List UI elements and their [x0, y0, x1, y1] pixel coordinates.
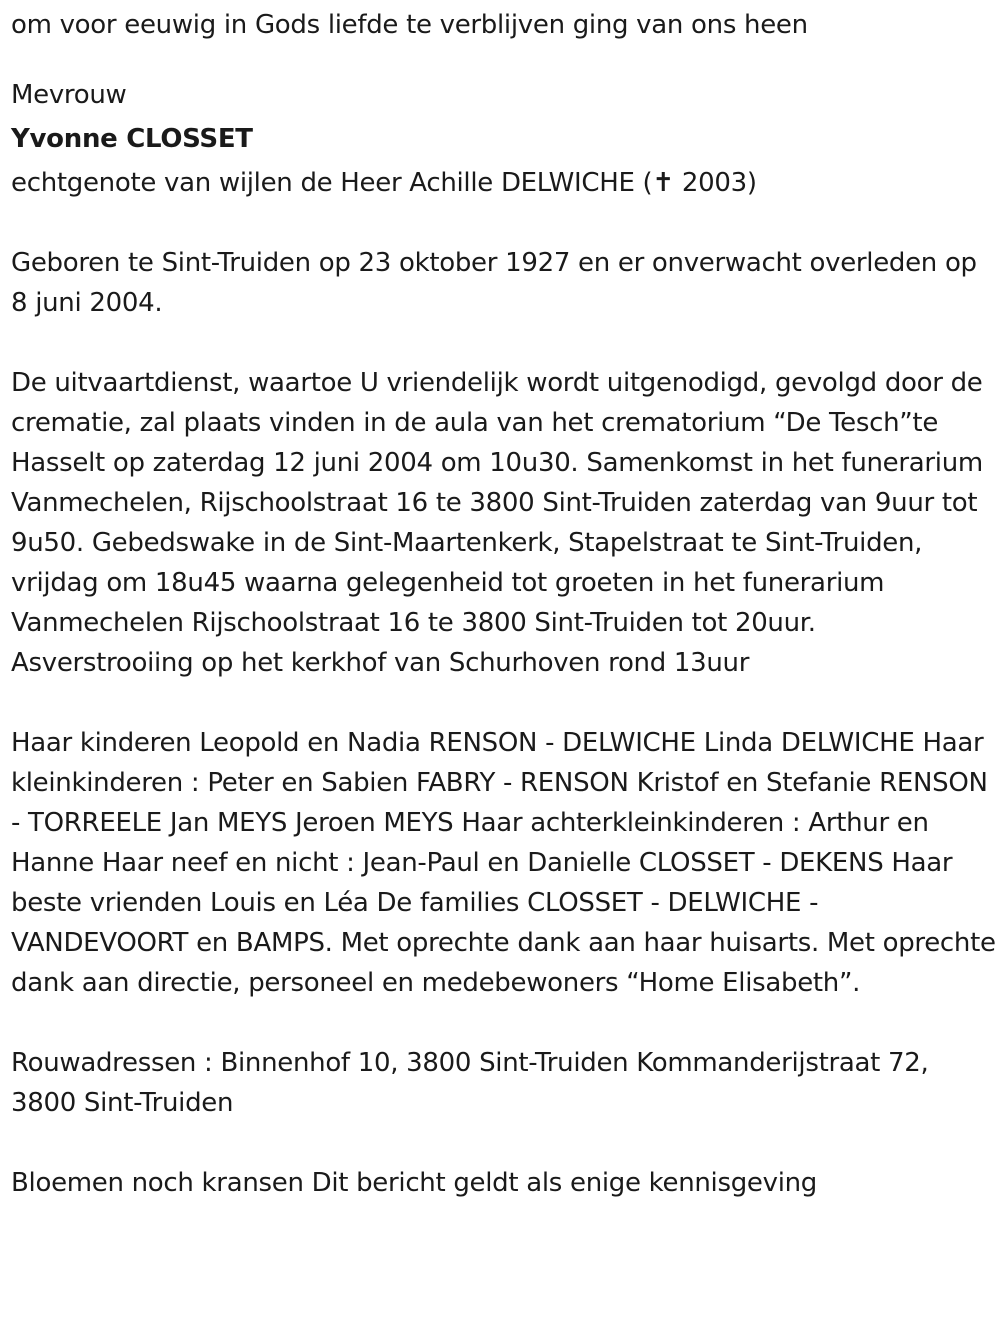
- spacer: [11, 1003, 996, 1043]
- deceased-name: Yvonne CLOSSET: [11, 124, 253, 154]
- obituary-notice: [11, 0, 996, 1203]
- addresses-paragraph: Rouwadressen : Binnenhof 10, 3800 Sint-Truiden Kommanderijstraat 72, 3800 Sint-Truiden: [11, 1048, 929, 1118]
- spacer: [11, 45, 996, 75]
- family-paragraph: Haar kinderen Leopold en Nadia RENSON - DELWICHE Linda DELWICHE Haar kleinkinderen : Peter en Sabien FABRY - RENSON Kristof en Stefanie RENSON - TORREELE Jan MEYS Jeroen MEYS Haar achterkleinkinderen : Arthur en Hanne Haar neef en nicht : Jean-Paul en Danielle CLOSSET - DEKENS Haar beste vrienden Louis en Léa De families CLOSSET - DELWICHE - VANDEVOORT en BAMPS. Met oprechte dank aan haar huisarts. Met oprechte dank aan directie, personeel en medebewoners “Home Elisabeth”.: [11, 728, 996, 998]
- spacer: [11, 683, 996, 723]
- funeral-paragraph: De uitvaartdienst, waartoe U vriendelijk wordt uitgenodigd, gevolgd door de crematie, zal plaats vinden in de aula van het crematorium “De Tesch”te Hasselt op zaterdag 12 juni 2004 om 10u30. Samenkomst in het funerarium Vanmechelen, Rijschoolstraat 16 te 3800 Sint-Truiden zaterdag van 9uur tot 9u50. Gebedswake in de Sint-Maartenkerk, Stapelstraat te Sint-Truiden, vrijdag om 18u45 waarna gelegenheid tot groeten in het funerarium Vanmechelen Rijschoolstraat 16 te 3800 Sint-Truiden tot 20uur. Asverstrooiing op het kerkhof van Schurhoven rond 13uur: [11, 368, 983, 678]
- intro-line: om voor eeuwig in Gods liefde te verblijven ging van ons heen: [11, 10, 808, 40]
- spacer: [11, 323, 996, 363]
- spacer: [11, 1123, 996, 1163]
- spacer: [11, 203, 996, 243]
- birth-death-paragraph: Geboren te Sint-Truiden op 23 oktober 1927 en er onverwacht overleden op 8 juni 2004.: [11, 248, 977, 318]
- closing-line: Bloemen noch kransen Dit bericht geldt als enige kennisgeving: [11, 1168, 818, 1198]
- honorific: Mevrouw: [11, 80, 127, 110]
- spouse-line: echtgenote van wijlen de Heer Achille DELWICHE (✝ 2003): [11, 168, 757, 198]
